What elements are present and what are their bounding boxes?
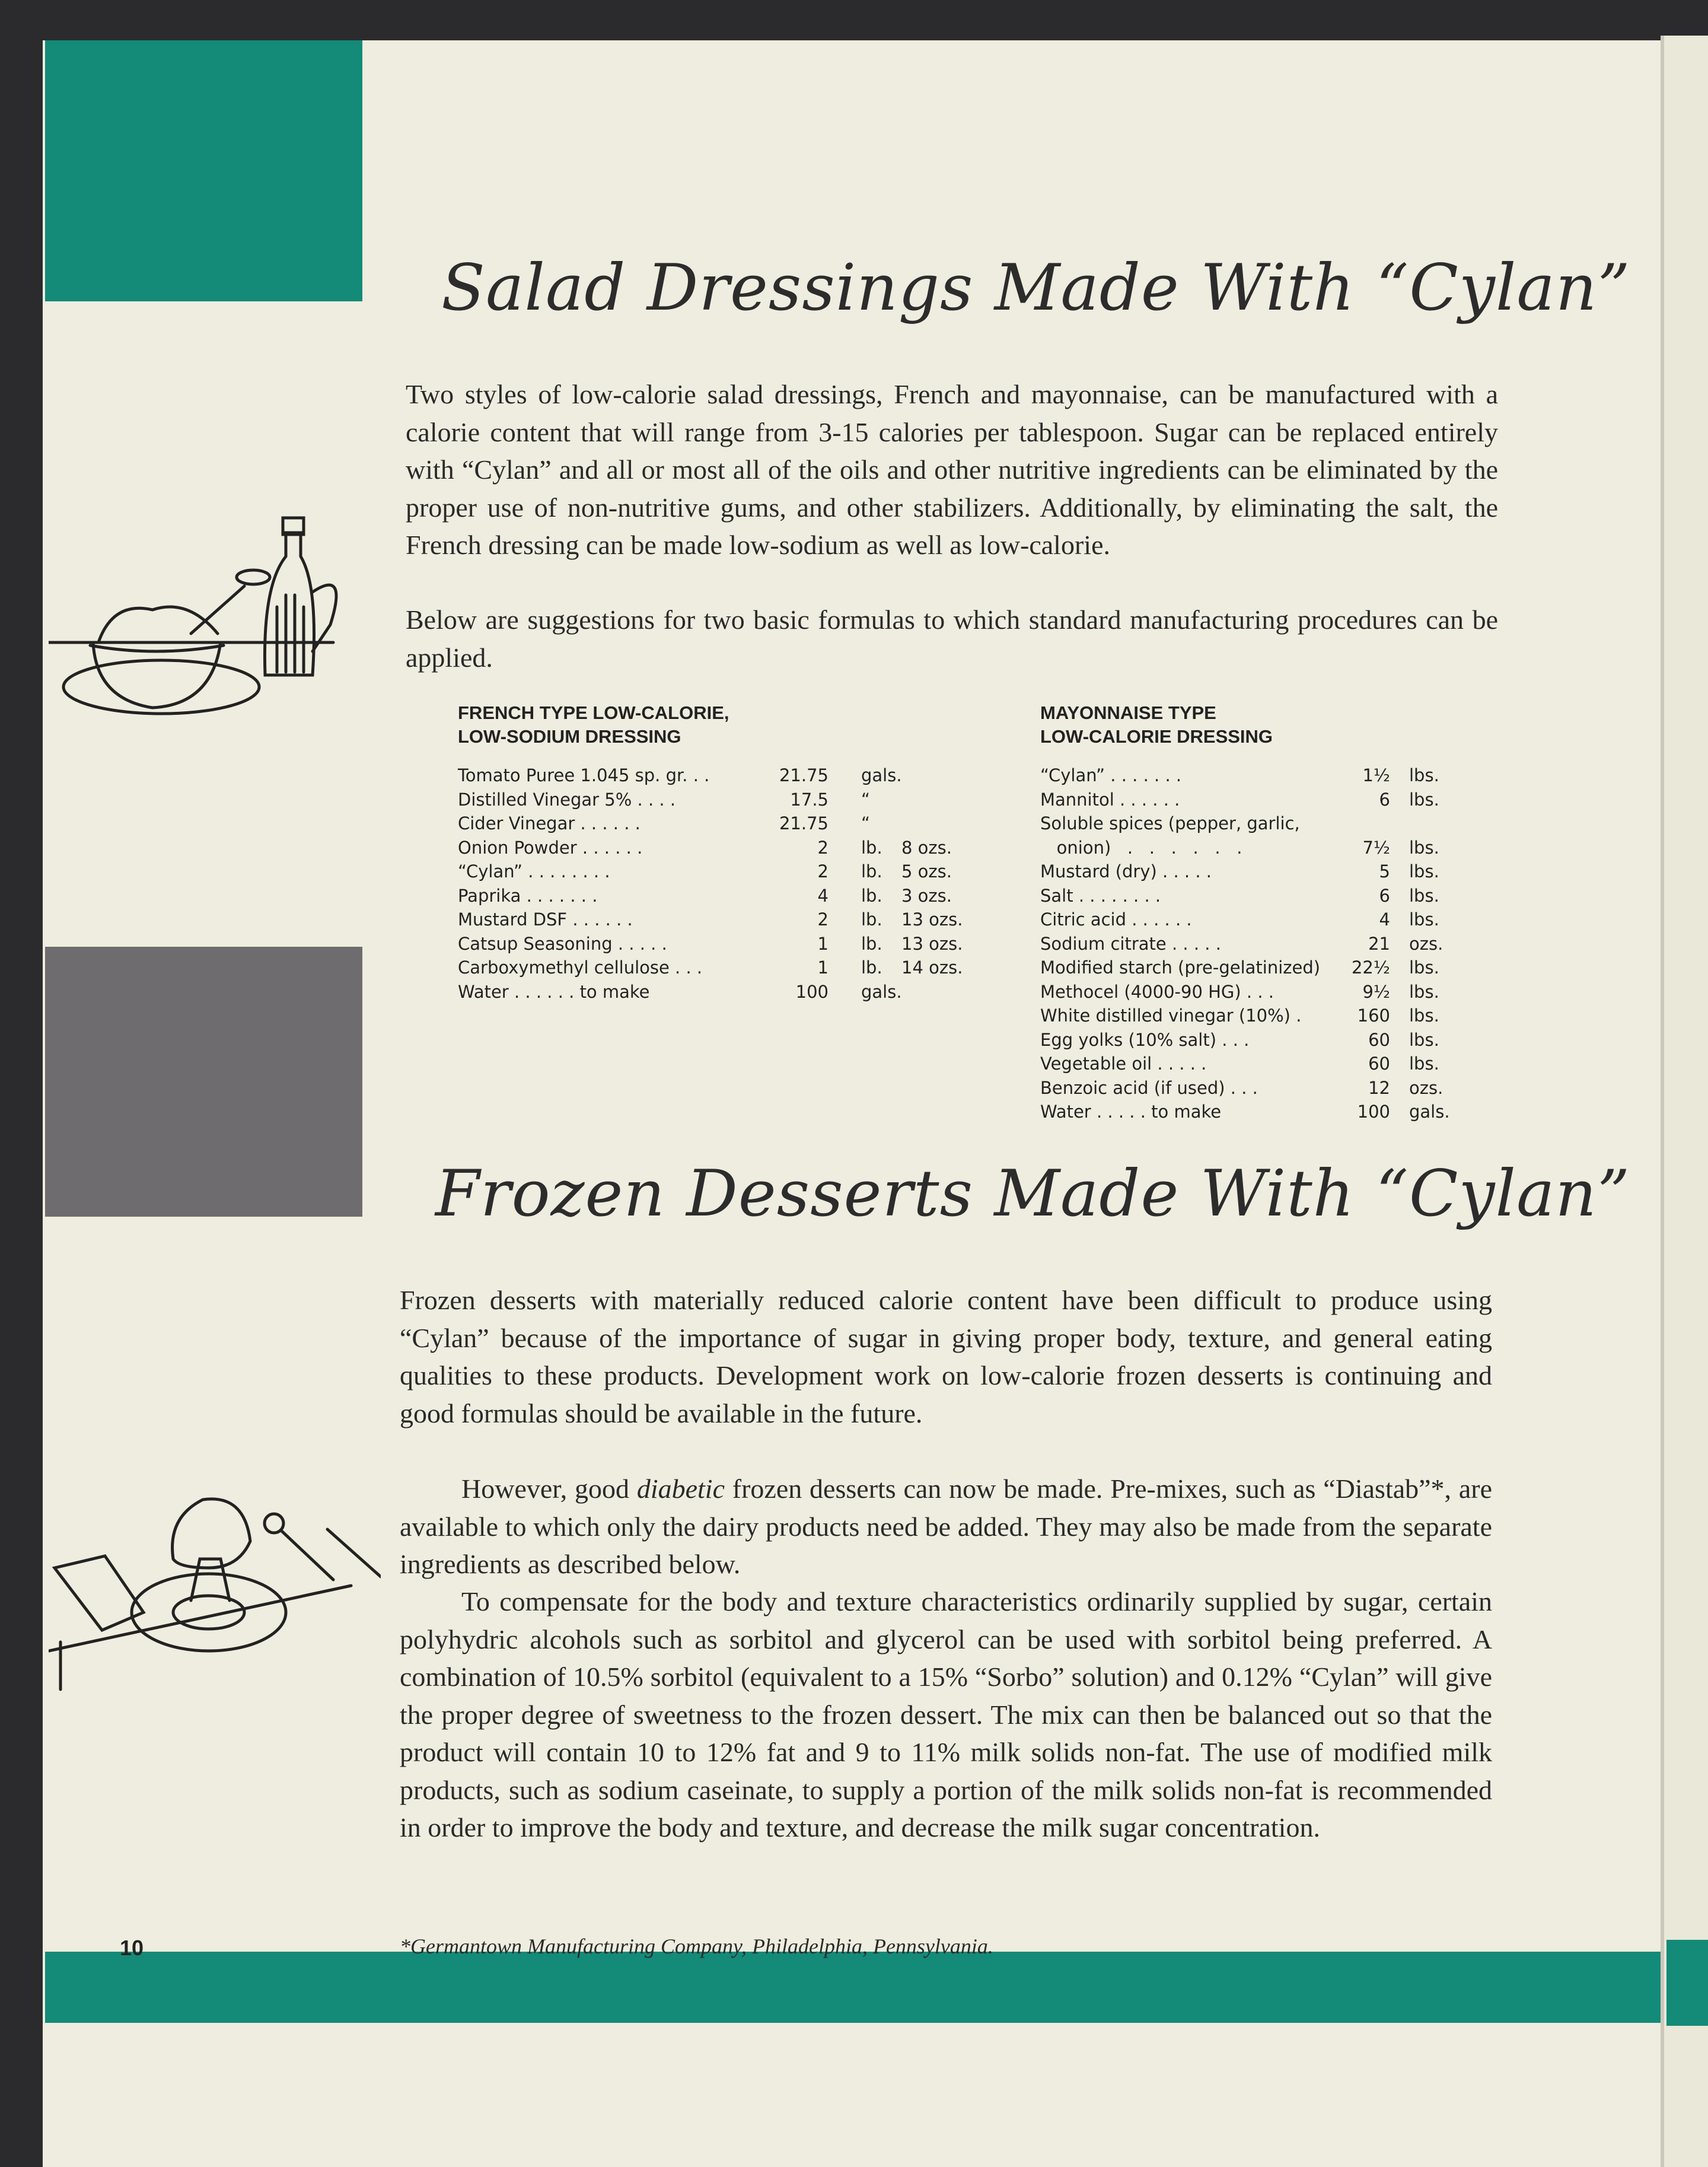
frozen-intro-paragraph: Frozen desserts with materially reduced calorie content have been difficult to produce using “Cylan” because of the importance of sugar in giving proper body, texture, and general eating qualities to these products. Development work on low-calorie frozen desserts is continuing and good formulas should be available in the future. [400,1285,1492,1428]
footnote: *Germantown Manufacturing Company, Philadelphia, Pennsylvania. [400,1934,993,1958]
teal-corner-block [45,40,362,301]
frozen-diabetic-paragraph: However, good diabetic frozen desserts can now be made. Pre-mixes, such as “Diastab”*, are available to which only the dairy products need be added. They may also be made from the separate ingredients as described below. [400,1474,1492,1579]
ice-cream-dessert-illustration [49,1464,381,1695]
salad-intro-paragraph: Two styles of low-calorie salad dressings, French and mayonnaise, can be manufactured with a calorie content that will range from 3-15 calories per tablespoon. Sugar can be replaced entirely with “Cylan” and all or most all of the oils and other nutritive ingredients can be eliminated by the proper use of non-nutritive gums, and other stabilizers. Additionally, by eliminating the salt, the French dressing can be made low-sodium as well as low-calorie. [406,379,1498,560]
teal-bottom-band [45,1952,1661,2023]
salad-section-title: Salad Dressings Made With “Cylan” [441,251,1631,325]
french-dressing-heading: FRENCH TYPE LOW-CALORIE, LOW-SODIUM DRESSING [458,702,729,747]
salad-bowl-cruet-illustration [49,473,381,746]
frozen-section-title: Frozen Desserts Made With “Cylan” [435,1157,1631,1231]
mayo-dressing-heading: MAYONNAISE TYPE LOW-CALORIE DRESSING [1040,702,1273,747]
frozen-sorbitol-paragraph: To compensate for the body and texture characteristics ordinarily supplied by sugar, certain polyhydric alcohols such as sorbitol and glycerol can be used with sorbitol being preferred. A combination of 10.5% sorbitol (equivalent to a 15% “Sorbo” solution) and 0.12% “Cylan” will give the proper degree of sweetness to the frozen dessert. The mix can then be balanced out so that the product will contain 10 to 12% fat and 9 to 11% milk solids non-fat. The use of modified milk products, such as sodium caseinate, to supply a portion of the milk solids non-fat is recommended in order to improve the body and texture, and decrease the milk sugar concentration. [400,1586,1492,1843]
page-number: 10 [120,1936,144,1960]
adjacent-page-band [1666,1940,1708,2026]
adjacent-page-edge [1661,36,1708,2167]
gray-side-block [45,947,362,1217]
salad-formulas-paragraph: Below are suggestions for two basic formulas to which standard manufacturing procedures can be applied. [406,604,1498,673]
document-page: Salad Dressings Made With “Cylan” Two styles of low-calorie salad dressings, French and mayonnaise, can be manufactured with a calorie content that will range from 3-15 calories per tablespoon. Sugar can be replaced entirely with “Cylan” and all or most all of the oils and other nutritive ingredients can be eliminated by the proper use of non-nutritive gums, and other stabilizers. Additionally, by eliminating the salt, the French dressing can be made low-sodium as well as low-calorie. Below are suggestions for two basic formulas to which standard manufacturing procedures can be applied. FRENCH TYPE LOW-CALORIE, LOW-SODIUM DRESSING MAYONNAISE TYPE LOW-CALORIE DRESSING Tomato Puree 1.045 sp. gr. . . 21.75 gals. Distilled Vinegar 5% . . . . 17.5 “ Cider Vinegar . . . . . . 21.75 “ Onion Powder . . . . . . 2 lb. 8 ozs. “Cylan” . . . . . . . . 2 lb. 5 ozs. Paprika . . . . . . . 4 lb. 3 ozs. Mustard DSF . . . . . . 2 lb. 13 ozs. Catsup Seasoning . . . . . 1 lb. 13 ozs. Carboxymethyl cellulose . . . 1 lb. 14 ozs. Water . . . . . . to make 100 gals. “Cylan” . . . . . . . 1½ lbs. Mannitol . . . . . . 6 lbs. Soluble spices (pepper, garlic, onion) . . . . . . 7½ lbs. Mustard (dry) . . . . . 5 lbs. Salt . . . . . . . . 6 lbs. Citric acid . . . . . . 4 lbs. Sodium citrate . . . . . 21 ozs. Modified starch (pre-gelatinized) 22½ lbs. Methocel (4000-90 HG) . . . 9½ lbs. White distilled vinegar (10%) . 160 lbs. Egg yolks (10% salt) . . . 60 lbs. Vegetable oil . . . . . 60 lbs. Benzoic acid (if used) . . . 12 ozs. Water . . . . . to make 100 gals. Frozen Desserts Made With “Cylan” Frozen desserts with materially reduced calorie content have been difficult to produce using “Cylan” because of the importance of sugar in giving proper body, texture, and general eating qualities to these products. Development work on low-calorie frozen desserts is continuing and good formulas should be available in the future. However, good diabetic frozen desserts can now be made. Pre-mixes, such as “Diastab”*, are available to which only the dairy products need be added. They may also be made from the separate ingredients as described below. To compensate for the body and texture characteristics ordinarily supplied by sugar, certain polyhydric alcohols such as sorbitol and glycerol can be used with sorbitol being preferred. A combination of 10.5% sorbitol (equivalent to a 15% “Sorbo” solution) and 0.12% “Cylan” will give the proper degree of sweetness to the frozen dessert. The mix can then be balanced out so that the product will contain 10 to 12% fat and 9 to 11% milk solids non-fat. The use of modified milk products, such as sodium caseinate, to supply a portion of the milk solids non-fat is recommended in order to improve the body and texture, and decrease the milk sugar concentration. *Germantown Manufacturing Company, Philadelphia, Pennsylvania. 10 [43,40,1661,2167]
